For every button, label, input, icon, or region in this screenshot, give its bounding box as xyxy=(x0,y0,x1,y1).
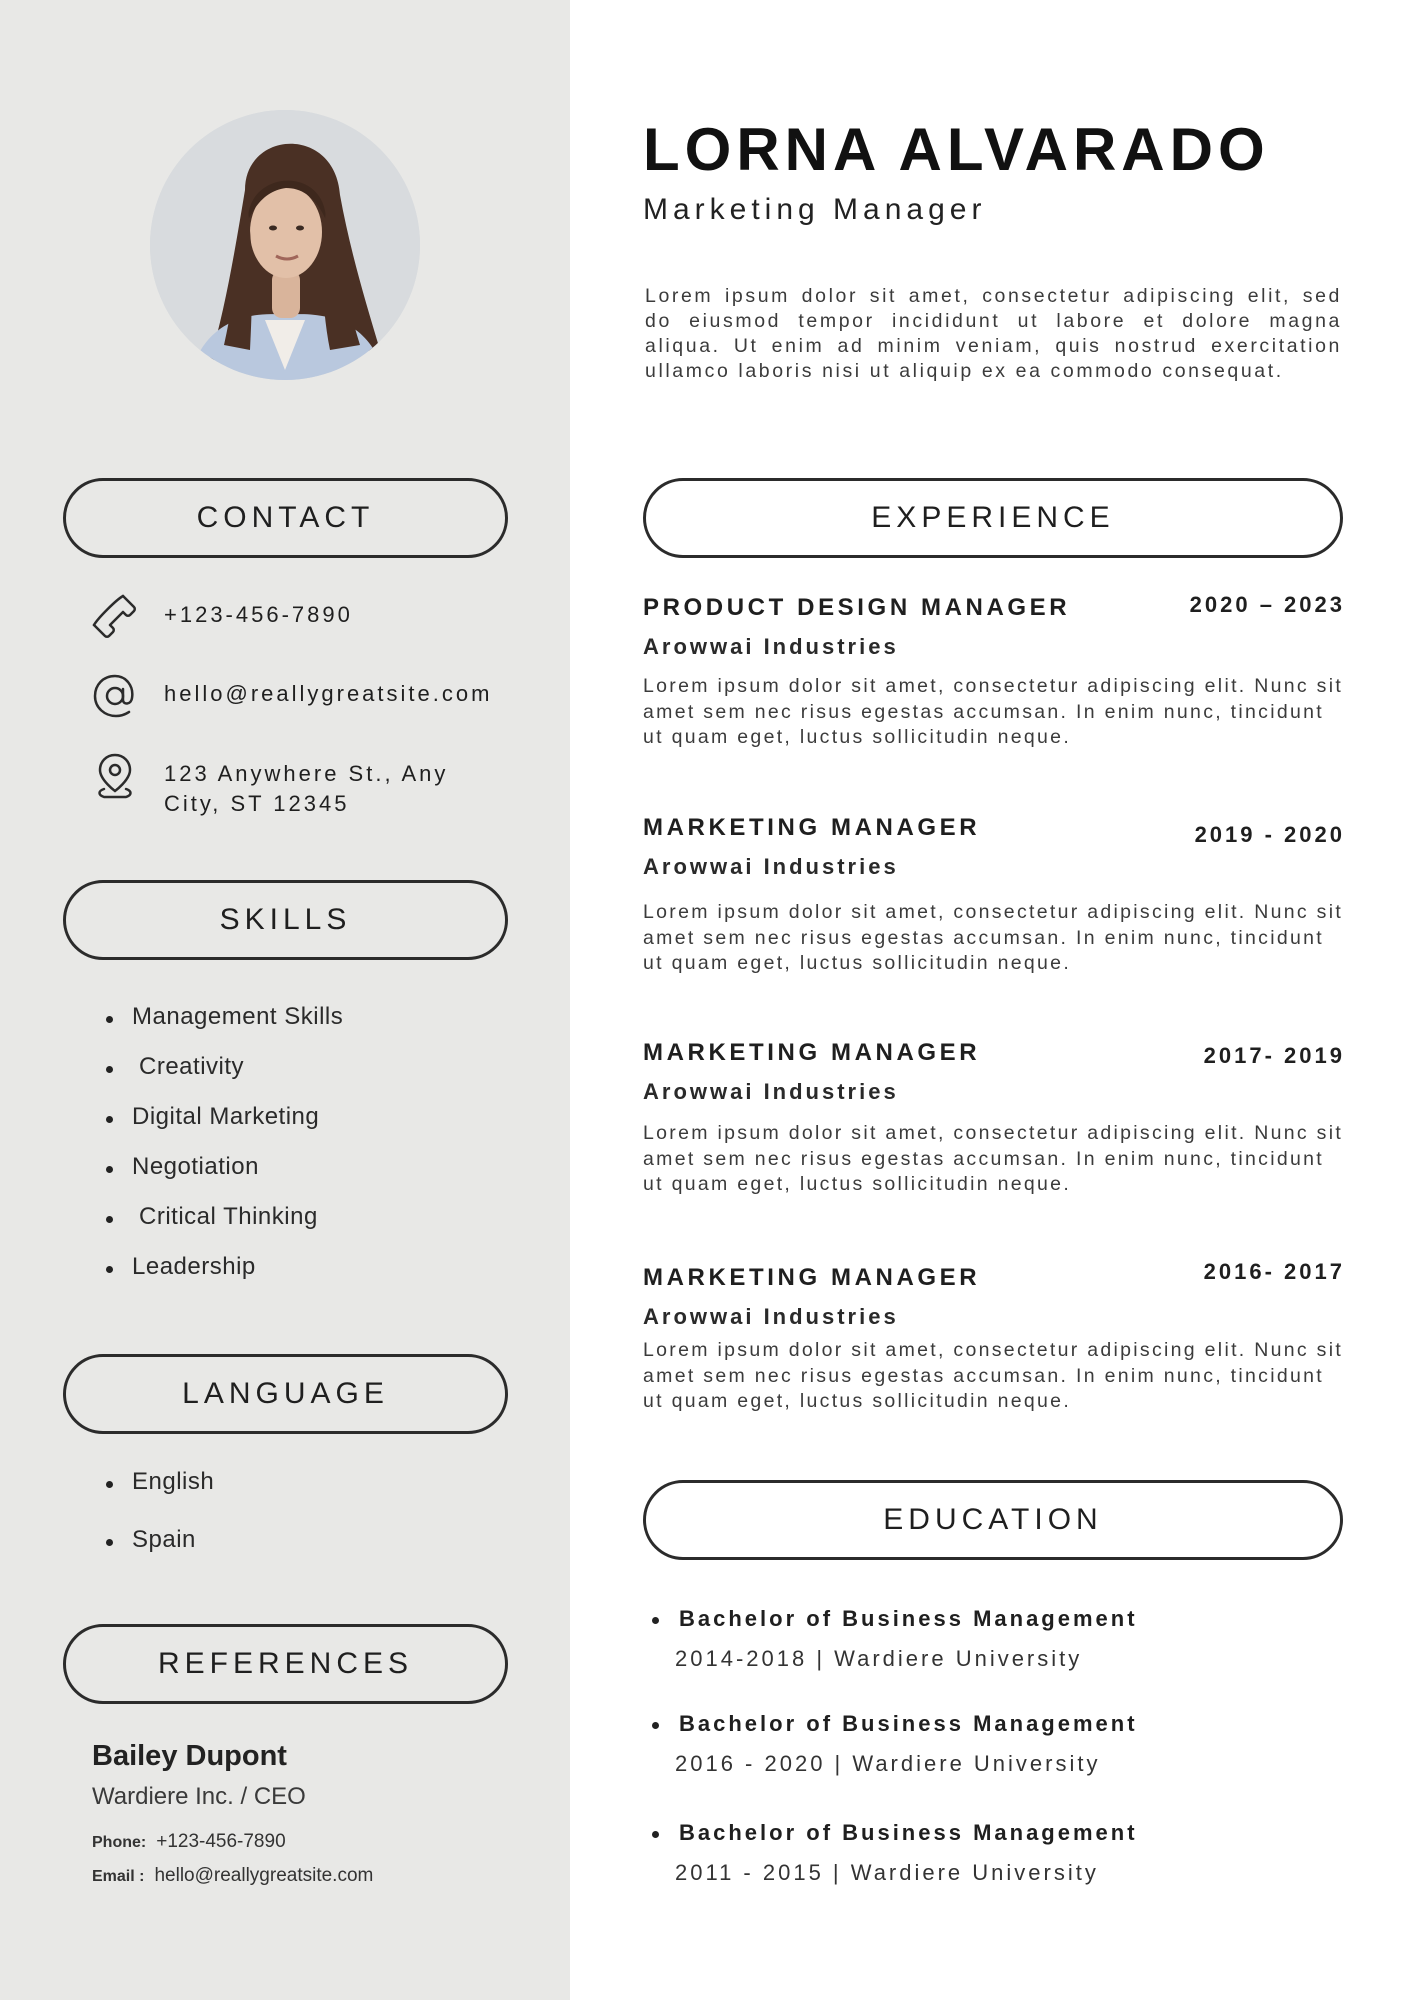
map-pin-icon xyxy=(90,751,140,801)
experience-item xyxy=(643,1039,1345,1195)
education-degree: Bachelor of Business Management xyxy=(652,1606,1342,1632)
references-heading: REFERENCES xyxy=(63,1624,508,1704)
education-meta: 2011 - 2015 | Wardiere University xyxy=(675,1860,1099,1885)
job-description: Lorem ipsum dolor sit amet, consectetur adipiscing elit. Nunc sit amet sem nec risus egestas accumsan. In enim nunc, tincidunt ut quam eget, luctus sollicitudin neque. xyxy=(643,1122,1344,1195)
language-item: English xyxy=(102,1468,214,1526)
reference-name: Bailey Dupont xyxy=(92,1740,287,1772)
contact-phone-text: +123-456-7890 xyxy=(164,602,353,627)
contact-email xyxy=(90,671,492,721)
job-title: MARKETING MANAGER xyxy=(643,1264,981,1291)
sidebar xyxy=(0,0,570,2000)
skills-list xyxy=(102,1003,343,1303)
language-item: Spain xyxy=(102,1526,214,1584)
education-item xyxy=(652,1820,1342,1885)
candidate-title: Marketing Manager xyxy=(643,193,987,226)
skill-item: Creativity xyxy=(102,1053,343,1103)
skill-item: Digital Marketing xyxy=(102,1103,343,1153)
experience-heading: EXPERIENCE xyxy=(643,478,1343,558)
reference-phone-value: +123-456-7890 xyxy=(156,1831,286,1852)
education-heading: EDUCATION xyxy=(643,1480,1343,1560)
contact-phone xyxy=(90,592,353,642)
job-company: Arowwai Industries xyxy=(643,634,899,659)
job-company: Arowwai Industries xyxy=(643,1079,899,1104)
job-years: 2020 – 2023 xyxy=(1189,592,1345,617)
job-years: 2016- 2017 xyxy=(1203,1259,1345,1284)
skills-heading: SKILLS xyxy=(63,880,508,960)
reference-email-label: Email : xyxy=(92,1868,145,1885)
profile-photo xyxy=(150,110,420,380)
contact-address-text: 123 Anywhere St., Any City, ST 12345 xyxy=(164,761,449,816)
skill-item: Negotiation xyxy=(102,1153,343,1203)
reference-phone xyxy=(92,1831,286,1853)
job-company: Arowwai Industries xyxy=(643,854,899,879)
portrait-illustration xyxy=(150,110,420,380)
candidate-name: LORNA ALVARADO xyxy=(643,116,1270,183)
reference-email-value: hello@reallygreatsite.com xyxy=(154,1865,374,1886)
skill-item: Management Skills xyxy=(102,1003,343,1053)
education-degree: Bachelor of Business Management xyxy=(652,1820,1342,1846)
language-list xyxy=(102,1468,214,1584)
education-item xyxy=(652,1711,1342,1776)
job-title: MARKETING MANAGER xyxy=(643,814,981,841)
education-meta: 2014-2018 | Wardiere University xyxy=(675,1646,1083,1671)
education-degree: Bachelor of Business Management xyxy=(652,1711,1342,1737)
job-description: Lorem ipsum dolor sit amet, consectetur adipiscing elit. Nunc sit amet sem nec risus egestas accumsan. In enim nunc, tincidunt ut quam eget, luctus sollicitudin neque. xyxy=(643,1339,1344,1412)
reference-phone-label: Phone: xyxy=(92,1834,147,1851)
experience-item xyxy=(643,814,1345,974)
education-meta: 2016 - 2020 | Wardiere University xyxy=(675,1751,1101,1776)
job-description: Lorem ipsum dolor sit amet, consectetur adipiscing elit. Nunc sit amet sem nec risus egestas accumsan. In enim nunc, tincidunt ut quam eget, luctus sollicitudin neque. xyxy=(643,675,1344,748)
job-title: MARKETING MANAGER xyxy=(643,1039,981,1066)
job-title: PRODUCT DESIGN MANAGER xyxy=(643,594,1071,621)
education-item xyxy=(652,1606,1342,1671)
job-years: 2017- 2019 xyxy=(1203,1043,1345,1068)
job-description: Lorem ipsum dolor sit amet, consectetur adipiscing elit. Nunc sit amet sem nec risus egestas accumsan. In enim nunc, tincidunt ut quam eget, luctus sollicitudin neque. xyxy=(643,901,1344,974)
skill-item: Critical Thinking xyxy=(102,1203,343,1253)
job-years: 2019 - 2020 xyxy=(1194,822,1345,847)
job-company: Arowwai Industries xyxy=(643,1304,899,1329)
language-heading: LANGUAGE xyxy=(63,1354,508,1434)
contact-address xyxy=(90,751,494,819)
at-sign-icon xyxy=(90,671,140,721)
contact-heading: CONTACT xyxy=(63,478,508,558)
profile-summary: Lorem ipsum dolor sit amet, consectetur adipiscing elit, sed do eiusmod tempor incididunt ut labore et dolore magna aliqua. Ut enim ad minim veniam, quis nostrud exercitation ullamco laboris nisi ut aliquip ex ea commodo consequat. xyxy=(645,285,1342,382)
skill-item: Leadership xyxy=(102,1253,343,1303)
experience-item xyxy=(643,592,1345,748)
reference-email xyxy=(92,1865,373,1887)
contact-email-text: hello@reallygreatsite.com xyxy=(164,681,493,706)
reference-role: Wardiere Inc. / CEO xyxy=(92,1783,306,1810)
experience-item xyxy=(643,1259,1345,1412)
phone-icon xyxy=(90,592,140,642)
